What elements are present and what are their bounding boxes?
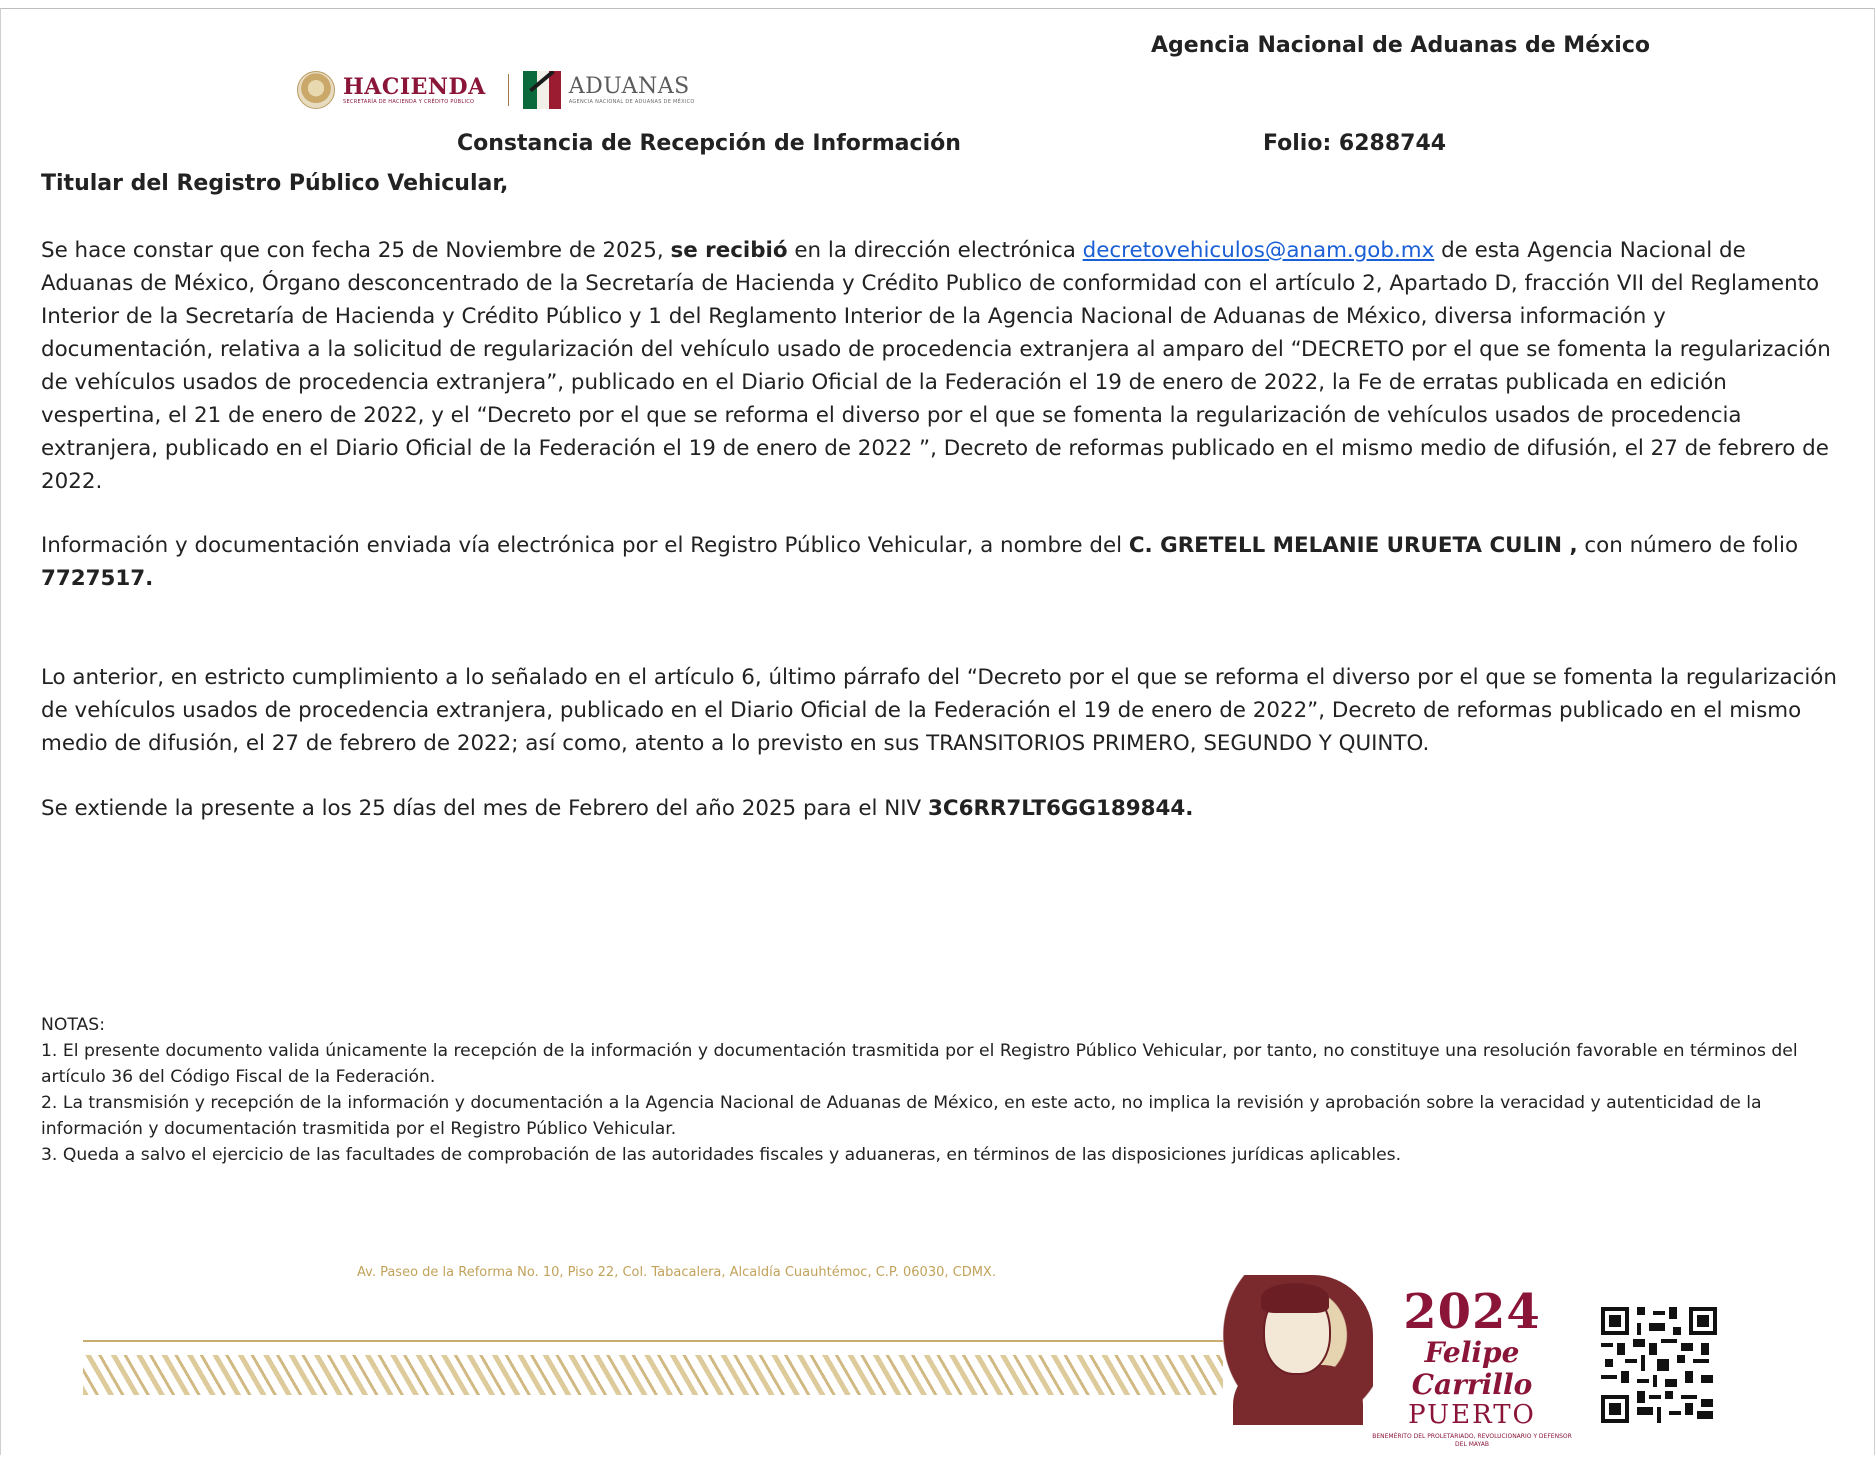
p1-bold-received: se recibió — [670, 238, 788, 263]
sender-folio: 7727517. — [41, 566, 154, 591]
hacienda-logo — [297, 71, 486, 109]
logo-divider — [508, 74, 509, 106]
document-title: Constancia de Recepción de Información — [457, 131, 961, 156]
qr-code-icon — [1601, 1307, 1717, 1423]
p1-text-c: de esta Agencia Nacional de Aduanas de México, Órgano desconcentrado de la Secretaría de Hacienda y Crédito Publico de conformidad con el artículo 2, Apartado D, fracción VII del Reglamento Interior de la Secretaría de Hacienda y Crédito Público y 1 del Reglamento Interior de la Agencia Nacional de Aduanas de México, diversa información y documentación, relativa a la solicitud de regularización del vehículo usado de procedencia extranjera al amparo del “DECRETO por el que se fomenta la regularización de vehículos usados de procedencia extranjera”, publicado en el Diario Oficial de la Federación el 19 de enero de 2022, la Fe de erratas publicada en edición vespertina, el 21 de enero de 2022, y el “Decreto por el que se reforma el diverso por el que se fomenta la regularización de vehículos usados de procedencia extranjera, publicado en el Diario Oficial de la Federación el 19 de enero de 2022 ”, Decreto de reformas publicado en el mismo medio de difusión, el 27 de febrero de 2022. — [41, 238, 1831, 494]
portrait-illustration — [1223, 1275, 1373, 1425]
p2-text-b: con número de folio — [1577, 533, 1799, 558]
folio-number: Folio: 6288744 — [1263, 131, 1447, 156]
aduanas-logo — [523, 71, 695, 109]
paragraph-reception — [41, 234, 1841, 498]
coat-of-arms-icon — [297, 71, 335, 109]
aduanas-logo-text — [569, 75, 695, 105]
footer-address: Av. Paseo de la Reforma No. 10, Piso 22, Col. Tabacalera, Alcaldía Cuauhtémoc, C.P. 06030, CDMX. — [357, 1265, 996, 1280]
footer-divider — [83, 1340, 1363, 1342]
year-emblem — [1367, 1284, 1577, 1449]
hacienda-logo-name: HACIENDA — [343, 74, 486, 100]
aduanas-logo-sub: AGENCIA NACIONAL DE ADUANAS DE MÉXICO — [568, 99, 695, 105]
document-page — [0, 8, 1875, 1455]
year-honoree-surname: PUERTO — [1408, 1400, 1536, 1430]
note-item: 2. La transmisión y recepción de la información y documentación a la Agencia Nacional de Aduanas de México, en este acto, no implica la revisión y aprobación sobre la veracidad y autenticidad de la información y documentación trasmitida por el Registro Público Vehicular. — [41, 1093, 1762, 1139]
notes-section — [41, 1012, 1841, 1168]
year-honoree-name: Felipe Carrillo — [1411, 1336, 1533, 1401]
decorative-greca-band — [83, 1355, 1363, 1395]
p2-text-a: Información y documentación enviada vía electrónica por el Registro Público Vehicular, a nombre del — [41, 533, 1129, 558]
paragraph-compliance: Lo anterior, en estricto cumplimiento a lo señalado en el artículo 6, último párrafo del “Decreto por el que se reforma el diverso por el que se fomenta la regularización de vehículos usados de procedencia extranjera, publicado en el Diario Oficial de la Federación el 19 de enero de 2022”, Decreto de reformas publicado en el mismo medio de difusión, el 27 de febrero de 2022; así como, atento a lo previsto en sus TRANSITORIOS PRIMERO, SEGUNDO Y QUINTO. — [41, 665, 1837, 756]
header-logos — [297, 69, 695, 111]
paragraph-sender — [41, 529, 1841, 595]
citizen-name: C. GRETELL MELANIE URUETA CULIN , — [1128, 533, 1578, 558]
note-item: 3. Queda a salvo el ejercicio de las facultades de comprobación de las autoridades fiscales y aduaneras, en términos de las disposiciones jurídicas aplicables. — [41, 1145, 1402, 1165]
hacienda-logo-sub: SECRETARÍA DE HACIENDA Y CRÉDITO PÚBLICO — [343, 99, 475, 105]
aduanas-mark-icon — [523, 71, 561, 109]
niv-number: 3C6RR7LT6GG189844. — [928, 796, 1194, 821]
p4-text: Se extiende la presente a los 25 días del mes de Febrero del año 2025 para el NIV — [41, 796, 928, 821]
agency-title: Agencia Nacional de Aduanas de México — [1151, 33, 1651, 58]
notes-heading: NOTAS: — [41, 1015, 106, 1035]
email-link[interactable]: decretovehiculos@anam.gob.mx — [1082, 238, 1435, 263]
year-number: 2024 — [1403, 1284, 1541, 1340]
hacienda-logo-text — [343, 75, 486, 105]
addressee: Titular del Registro Público Vehicular, — [41, 171, 509, 196]
aduanas-logo-name: ADUANAS — [568, 74, 690, 99]
note-item: 1. El presente documento valida únicamente la recepción de la información y documentación trasmitida por el Registro Público Vehicular, por tanto, no constituye una resolución favorable en términos del artículo 36 del Código Fiscal de la Federación. — [41, 1041, 1798, 1087]
p1-text-a: Se hace constar que con fecha 25 de Noviembre de 2025, — [41, 238, 671, 263]
year-motto: BENEMÉRITO DEL PROLETARIADO, REVOLUCIONARIO Y DEFENSOR DEL MAYAB — [1372, 1433, 1572, 1448]
paragraph-niv — [41, 792, 1841, 825]
p1-text-b: en la dirección electrónica — [787, 238, 1083, 263]
